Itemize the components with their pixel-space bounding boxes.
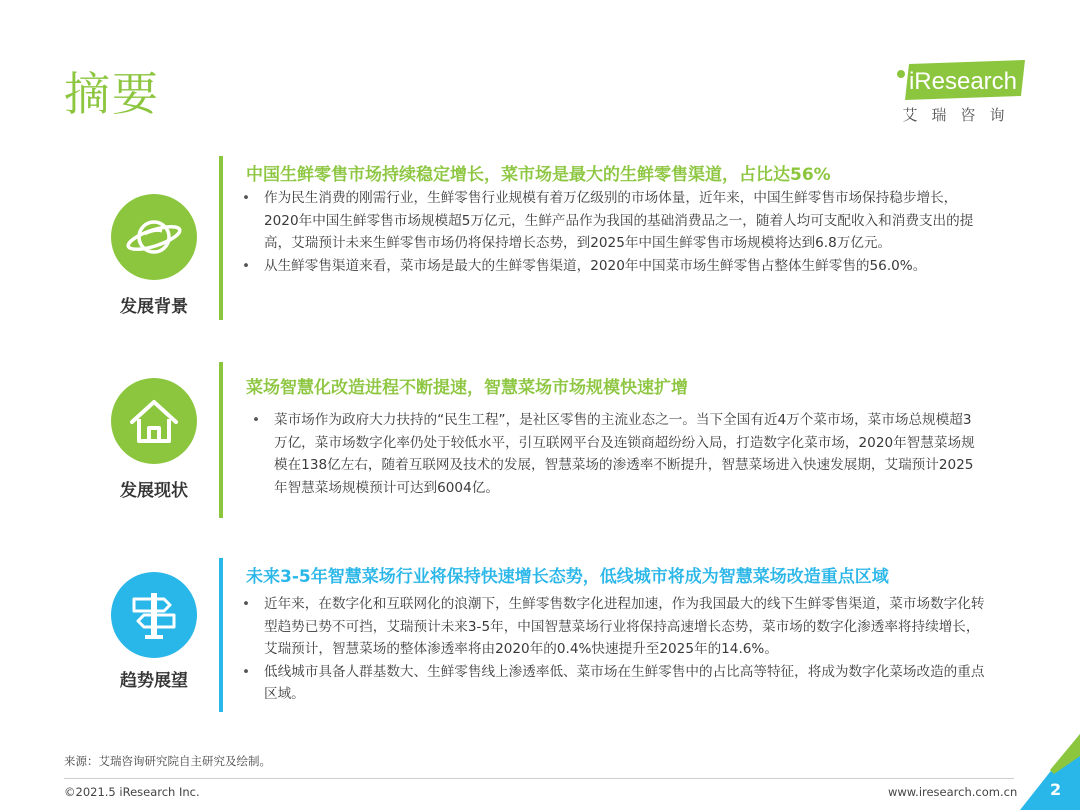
- section-background: [0, 156, 1080, 320]
- section-status: [0, 362, 1080, 518]
- section-icon-circle: [111, 378, 197, 464]
- bullet-item: • 从生鲜零售渠道来看，菜市场是最大的生鲜零售渠道，2020年中国菜市场生鲜零售占整体生鲜零售的56.0%。: [240, 255, 990, 278]
- bullet-list: [240, 593, 985, 706]
- section-headline: 菜场智慧化改造进程不断提速，智慧菜场市场规模快速扩增: [246, 378, 688, 398]
- section-label: 趋势展望: [120, 671, 188, 691]
- copyright-text: ©2021.5 iResearch Inc.: [64, 785, 200, 799]
- planet-icon: [124, 207, 184, 267]
- logo-text: iResearch: [908, 68, 1018, 95]
- section-label: 发展背景: [120, 297, 188, 317]
- section-headline: 中国生鲜零售市场持续稳定增长，菜市场是最大的生鲜零售渠道，占比达56%: [246, 165, 831, 185]
- logo-subtitle: 艾瑞咨询: [902, 106, 1019, 124]
- section-divider: [219, 558, 223, 712]
- bullet-list: [240, 187, 990, 277]
- bullet-item: • 菜市场作为政府大力扶持的“民生工程”，是社区零售的主流业态之一。当下全国有近4万个菜市场，菜市场总规模超3万亿，菜市场数字化率仍处于较低水平，引互联网平台及连锁商超纷纷入局，打造数字化菜市场，2020年智慧菜场规模在138亿左右，随着互联网及技术的发展，智慧菜场的渗透率不断提升，智慧菜场进入快速发展期，艾瑞预计2025年智慧菜场规模预计可达到6004亿。: [250, 409, 980, 499]
- section-label: 发展现状: [120, 481, 188, 501]
- bullet-item: • 低线城市具备人群基数大、生鲜零售线上渗透率低、菜市场在生鲜零售中的占比高等特征，将成为数字化菜场改造的重点区域。: [240, 661, 985, 706]
- bullet-item: • 近年来，在数字化和互联网化的浪潮下，生鲜零售数字化进程加速，作为我国最大的线下生鲜零售渠道，菜市场数字化转型趋势已势不可挡，艾瑞预计未来3-5年，中国智慧菜场行业将保持高速增长态势，菜市场的数字化渗透率将持续增长，艾瑞预计，智慧菜场的整体渗透率将由2020年的0.4%快速提升至2025年的14.6%。: [240, 593, 985, 661]
- bullet-item: • 作为民生消费的刚需行业，生鲜零售行业规模有着万亿级别的市场体量，近年来，中国生鲜零售市场保持稳步增长，2020年中国生鲜零售市场规模超5万亿元，生鲜产品作为我国的基础消费品之一，随着人均可支配收入和消费支出的提高，艾瑞预计未来生鲜零售市场仍将保持增长态势，到2025年中国生鲜零售市场规模将达到6.8万亿元。: [240, 187, 990, 255]
- section-icon-circle: [111, 194, 197, 280]
- section-icon-circle: [111, 572, 197, 658]
- section-headline: 未来3-5年智慧菜场行业将保持快速增长态势，低线城市将成为智慧菜场改造重点区域: [246, 567, 889, 587]
- iresearch-logo: [893, 58, 1028, 124]
- bullet-list: [250, 409, 980, 499]
- page-number: 2: [1050, 780, 1062, 799]
- source-note: 来源：艾瑞咨询研究院自主研究及绘制。: [64, 754, 271, 768]
- signpost-icon: [124, 585, 184, 645]
- website-link[interactable]: www.iresearch.com.cn: [888, 785, 1018, 799]
- house-icon: [124, 391, 184, 451]
- page-title: 摘要: [64, 67, 160, 121]
- section-divider: [219, 362, 223, 518]
- section-divider: [219, 156, 223, 320]
- section-outlook: [0, 558, 1080, 712]
- footer-divider: [64, 778, 1014, 779]
- logo-banner-icon: [895, 60, 1025, 100]
